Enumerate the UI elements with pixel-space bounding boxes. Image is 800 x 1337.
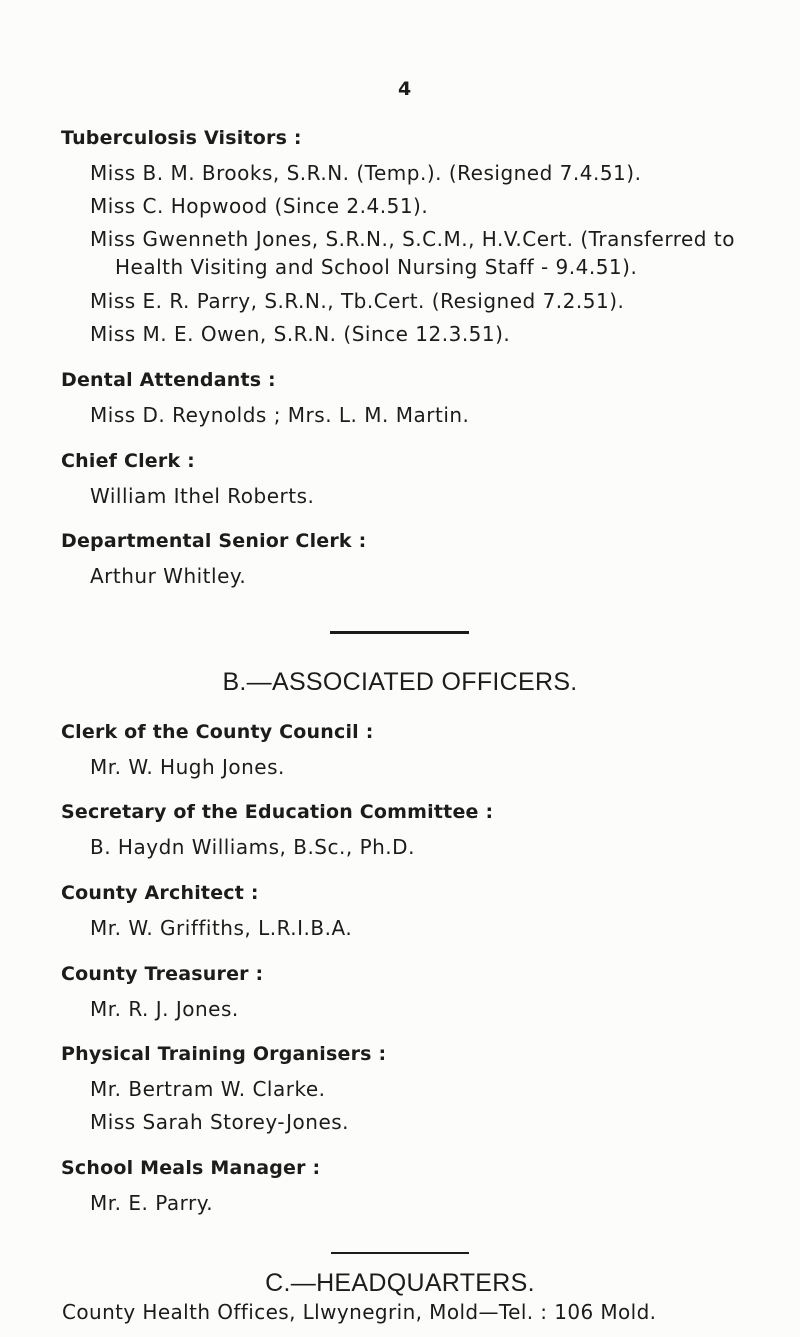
entry-jones-continued: Health Visiting and School Nursing Staff - 9.4.51). <box>115 255 638 279</box>
entry-school-meals: Mr. E. Parry. <box>90 1191 214 1215</box>
entry-county-treasurer: Mr. R. J. Jones. <box>90 997 239 1021</box>
section-divider <box>330 631 469 634</box>
section-divider-2 <box>331 1252 469 1254</box>
heading-school-meals: School Meals Manager : <box>61 1157 321 1179</box>
page-number: 4 <box>398 78 412 100</box>
entry-parry: Miss E. R. Parry, S.R.N., Tb.Cert. (Resigned 7.2.51). <box>90 289 625 313</box>
heading-county-architect: County Architect : <box>61 882 259 904</box>
heading-county-treasurer: County Treasurer : <box>61 963 264 985</box>
entry-dental-attendants: Miss D. Reynolds ; Mrs. L. M. Martin. <box>90 403 470 427</box>
section-c-title: C.—HEADQUARTERS. <box>265 1269 535 1297</box>
headquarters-address: County Health Offices, Llwynegrin, Mold—Tel. : 106 Mold. <box>62 1300 657 1324</box>
entry-physical-training-storey-jones: Miss Sarah Storey-Jones. <box>90 1110 350 1134</box>
heading-departmental-senior-clerk: Departmental Senior Clerk : <box>61 530 367 552</box>
entry-physical-training-clarke: Mr. Bertram W. Clarke. <box>90 1077 326 1101</box>
heading-dental-attendants: Dental Attendants : <box>61 369 276 391</box>
entry-brooks: Miss B. M. Brooks, S.R.N. (Temp.). (Resigned 7.4.51). <box>90 161 642 185</box>
entry-jones: Miss Gwenneth Jones, S.R.N., S.C.M., H.V.Cert. (Transferred to <box>90 227 735 251</box>
entry-clerk-county-council: Mr. W. Hugh Jones. <box>90 755 285 779</box>
heading-clerk-county-council: Clerk of the County Council : <box>61 721 374 743</box>
entry-departmental-senior-clerk: Arthur Whitley. <box>90 564 247 588</box>
entry-secretary-education: B. Haydn Williams, B.Sc., Ph.D. <box>90 835 415 859</box>
entry-chief-clerk: William Ithel Roberts. <box>90 484 315 508</box>
heading-tuberculosis-visitors: Tuberculosis Visitors : <box>61 127 302 149</box>
heading-chief-clerk: Chief Clerk : <box>61 450 195 472</box>
heading-secretary-education: Secretary of the Education Committee : <box>61 801 494 823</box>
section-b-title: B.—ASSOCIATED OFFICERS. <box>222 668 578 696</box>
entry-county-architect: Mr. W. Griffiths, L.R.I.B.A. <box>90 916 353 940</box>
entry-owen: Miss M. E. Owen, S.R.N. (Since 12.3.51). <box>90 322 511 346</box>
entry-hopwood: Miss C. Hopwood (Since 2.4.51). <box>90 194 429 218</box>
heading-physical-training: Physical Training Organisers : <box>61 1043 387 1065</box>
